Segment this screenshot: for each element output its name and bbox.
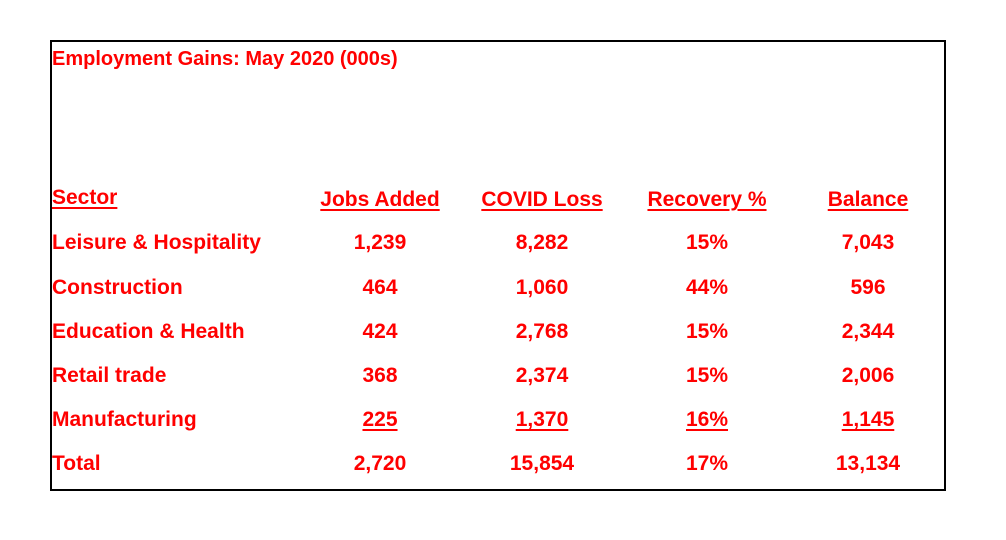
cell-jobs-added: 368: [362, 364, 398, 387]
cell-balance: 2,006: [841, 364, 895, 387]
cell-recovery: 15%: [685, 320, 729, 343]
cell-balance: 13,134: [835, 452, 901, 475]
header-recovery: Recovery %: [647, 188, 767, 211]
cell-jobs-added: 2,720: [353, 452, 407, 475]
header-balance: Balance: [827, 188, 909, 211]
cell-balance: 2,344: [841, 320, 895, 343]
cell-recovery: 44%: [685, 276, 729, 299]
cell-jobs-added: 1,239: [353, 231, 407, 254]
row-label-5: Total: [52, 452, 101, 475]
header-jobs-added: Jobs Added: [320, 188, 440, 211]
row-label-1: Construction: [52, 276, 183, 299]
cell-balance: 1,145: [841, 408, 895, 431]
cell-covid-loss: 1,060: [515, 276, 569, 299]
table-title: Employment Gains: May 2020 (000s): [52, 48, 398, 70]
cell-recovery: 15%: [685, 231, 729, 254]
cell-balance: 7,043: [841, 231, 895, 254]
cell-covid-loss: 15,854: [509, 452, 575, 475]
cell-recovery: 16%: [685, 408, 729, 431]
cell-jobs-added: 464: [362, 276, 398, 299]
cell-covid-loss: 2,768: [515, 320, 569, 343]
row-label-2: Education & Health: [52, 320, 245, 343]
cell-recovery: 15%: [685, 364, 729, 387]
cell-jobs-added: 225: [362, 408, 398, 431]
row-label-3: Retail trade: [52, 364, 167, 387]
row-label-4: Manufacturing: [52, 408, 197, 431]
cell-covid-loss: 8,282: [515, 231, 569, 254]
cell-jobs-added: 424: [362, 320, 398, 343]
cell-recovery: 17%: [685, 452, 729, 475]
header-covid-loss: COVID Loss: [481, 188, 603, 211]
cell-covid-loss: 1,370: [515, 408, 569, 431]
cell-balance: 596: [850, 276, 886, 299]
header-sector: Sector: [52, 186, 118, 209]
row-label-0: Leisure & Hospitality: [52, 231, 261, 254]
cell-covid-loss: 2,374: [515, 364, 569, 387]
